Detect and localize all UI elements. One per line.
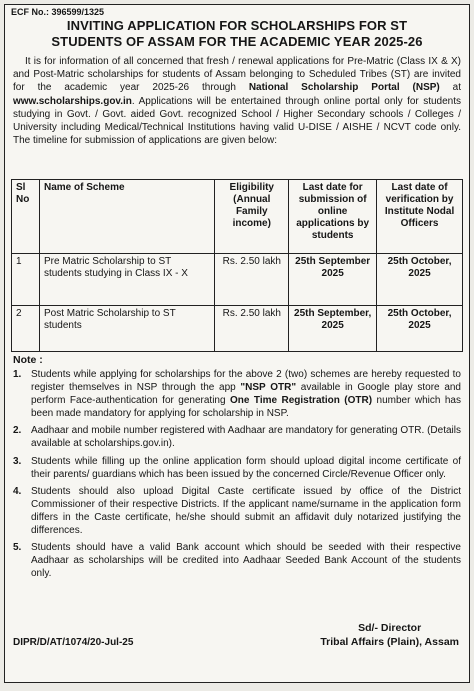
note-app-name: "NSP OTR" <box>240 382 297 394</box>
note-item <box>13 541 461 580</box>
intro-text-3: . Applications will be entertained through online portal only for students studying in Govt. / Govt. aided Govt. recognized School / Higher Secondary schools / Colleges / University including Medical/Technical Institutions having valid U-DISE / AISHE / NCVT code only. The timeline for submission of applications are given below: <box>13 95 461 147</box>
note-item <box>13 368 461 420</box>
row-eligibility: Rs. 2.50 lakh <box>215 306 289 352</box>
note-number: 4. <box>13 485 22 497</box>
row-last-submission: 25th September, 2025 <box>289 306 377 352</box>
header-eligibility: Eligibility (Annual Family income) <box>215 180 289 254</box>
note-text <box>31 368 461 420</box>
ecf-number: ECF No.: 396599/1325 <box>11 7 105 17</box>
note-text: Students should also upload Digital Caste certificate issued by office of the District Commissioner of their respective Districts. If the applicant name/surname in the application form differs in the Caste certificate, he/she should submit an affidavit duly notarized justifying the differences. <box>31 485 461 537</box>
signature-block <box>320 621 459 649</box>
intro-nsp: National Scholarship Portal (NSP) <box>248 82 440 94</box>
dipr-reference: DIPR/D/AT/1074/20-Jul-25 <box>13 637 134 648</box>
intro-paragraph <box>13 55 461 147</box>
row-sl: 1 <box>12 254 40 306</box>
row-eligibility: Rs. 2.50 lakh <box>215 254 289 306</box>
notes-list <box>13 368 461 584</box>
intro-url: www.scholarships.gov.in <box>13 95 132 107</box>
table-row <box>12 254 463 306</box>
note-text: Aadhaar and mobile number registered with Aadhaar are mandatory for generating OTR. (Details available at scholarships.gov.in). <box>31 425 461 450</box>
header-last-verification: Last date of verification by Institute Nodal Officers <box>377 180 463 254</box>
note-item <box>13 424 461 450</box>
note-item <box>13 455 461 481</box>
signature-line-2: Tribal Affairs (Plain), Assam <box>320 636 459 648</box>
row-scheme: Pre Matric Scholarship to ST students studying in Class IX - X <box>39 254 214 306</box>
note-text-part: number which has been made mandatory for applying for scholarship in NSP. <box>31 395 461 420</box>
note-text: Students while filling up the online application form should upload digital income certificate of their parents/ guardians which has been issued by the concerned Circle/Revenue Officer only. <box>31 455 461 480</box>
header-scheme: Name of Scheme <box>39 180 214 254</box>
schedule-table <box>11 179 463 352</box>
note-text: Students should have a valid Bank account which should be seeded with their respective Aadhaar as scholarships will be credited into Aadhaar Seeded Bank Account of the students only. <box>31 542 461 580</box>
advertisement-notice <box>4 4 470 683</box>
table-header-row <box>12 180 463 254</box>
header-sl: Sl No <box>12 180 40 254</box>
intro-text-1: It is for information of all concerned that fresh / renewal applications for Pre-Matric (Class IX & X) and Post-Matric scholarships for students of Assam belonging to Scheduled Tribes (ST) are invited for the academic year 2025-26 through <box>13 56 461 94</box>
header-last-submission: Last date for submission of online applications by students <box>289 180 377 254</box>
note-text-part: available in Google play store and perform Face-authentication for generating <box>31 382 461 407</box>
note-item <box>13 485 461 537</box>
intro-text-2: at <box>439 82 461 94</box>
row-last-submission: 25th September 2025 <box>289 254 377 306</box>
notice-title <box>5 18 469 50</box>
table-row <box>12 306 463 352</box>
row-sl: 2 <box>12 306 40 352</box>
row-scheme: Post Matric Scholarship to ST students <box>39 306 214 352</box>
note-number: 3. <box>13 455 22 467</box>
title-line-2: STUDENTS OF ASSAM FOR THE ACADEMIC YEAR 2025-26 <box>51 34 423 49</box>
note-number: 1. <box>13 369 22 380</box>
note-otr: One Time Registration (OTR) <box>230 395 373 407</box>
note-number: 2. <box>13 425 22 437</box>
note-text-part: Students while applying for scholarships for the above 2 (two) schemes are hereby requested to register themselves in NSP through the app <box>31 369 461 394</box>
row-last-verification: 25th October, 2025 <box>377 254 463 306</box>
signature-line-1: Sd/- Director <box>358 622 422 634</box>
title-line-1: INVITING APPLICATION FOR SCHOLARSHIPS FOR ST <box>66 18 408 33</box>
note-number: 5. <box>13 542 22 554</box>
note-heading: Note : <box>13 354 43 366</box>
row-last-verification: 25th October, 2025 <box>377 306 463 352</box>
